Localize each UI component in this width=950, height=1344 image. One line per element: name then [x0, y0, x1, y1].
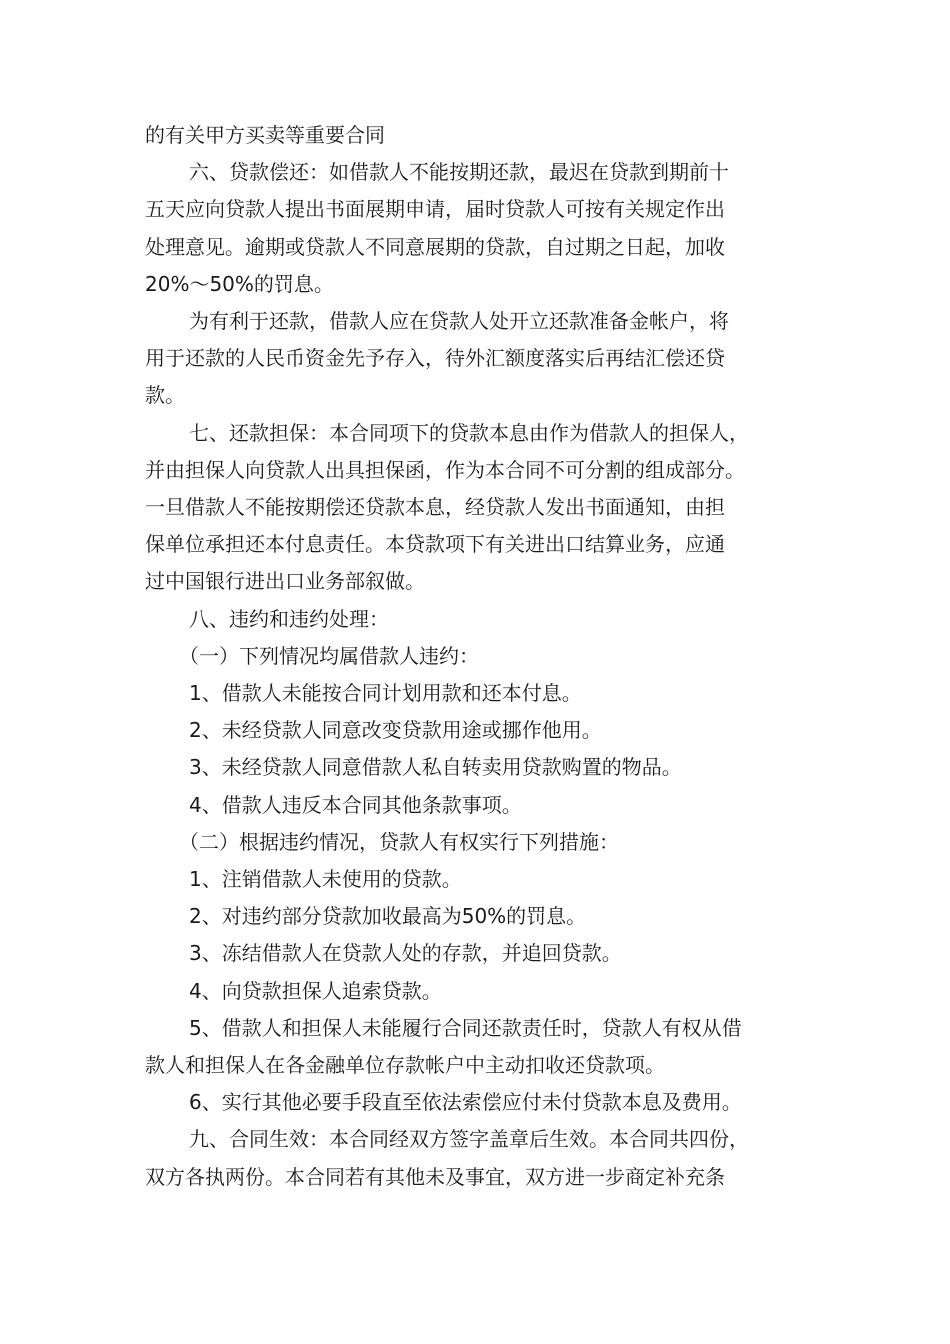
document-body [145, 117, 815, 1196]
text-line: 一旦借款人不能按期偿还贷款本息，经贷款人发出书面通知，由担 [145, 495, 725, 520]
text-line: 并由担保人向贷款人出具担保函，作为本合同不可分割的组成部分。 [145, 457, 745, 482]
clause-7-heading-line: 七、还款担保：本合同项下的贷款本息由作为借款人的担保人， [189, 420, 749, 445]
list-item: 4、借款人违反本合同其他条款事项。 [189, 792, 522, 817]
list-item: 5、借款人和担保人未能履行合同还款责任时，贷款人有权从借 [189, 1015, 742, 1040]
list-item: 1、注销借款人未使用的贷款。 [189, 867, 462, 892]
list-item: 2、对违约部分贷款加收最高为50%的罚息。 [189, 904, 587, 929]
clause-6-heading-line: 六、贷款偿还：如借款人不能按期还款，最迟在贷款到期前十 [189, 160, 729, 185]
text-line: 用于还款的人民币资金先予存入，待外汇额度落实后再结汇偿还贷 [145, 346, 725, 371]
clause-8-heading: 八、违约和违约处理： [189, 606, 389, 631]
list-item: 3、未经贷款人同意借款人私自转卖用贷款购置的物品。 [189, 755, 682, 780]
text-line: 款。 [145, 383, 185, 408]
list-item: 6、实行其他必要手段直至依法索偿应付未付贷款本息及费用。 [189, 1090, 742, 1115]
text-line: 20%～50%的罚息。 [145, 271, 334, 296]
list-item: 1、借款人未能按合同计划用款和还本付息。 [189, 681, 582, 706]
text-line: 处理意见。逾期或贷款人不同意展期的贷款，自过期之日起，加收 [145, 234, 725, 259]
paragraph-start-line: 为有利于还款，借款人应在贷款人处开立还款准备金帐户，将 [189, 309, 729, 334]
list-item: 4、向贷款担保人追索贷款。 [189, 978, 442, 1003]
clause-9-heading-line: 九、合同生效：本合同经双方签字盖章后生效。本合同共四份， [189, 1127, 749, 1152]
subsection-1-heading: （一）下列情况均属借款人违约： [179, 643, 479, 668]
list-item: 3、冻结借款人在贷款人处的存款，并追回贷款。 [189, 941, 622, 966]
subsection-2-heading: （二）根据违约情况，贷款人有权实行下列措施： [179, 829, 619, 854]
text-line: 款人和担保人在各金融单位存款帐户中主动扣收还贷款项。 [145, 1053, 665, 1078]
text-line: 保单位承担还本付息责任。本贷款项下有关进出口结算业务，应通 [145, 532, 725, 557]
text-line: 双方各执两份。本合同若有其他未及事宜，双方进一步商定补充条 [145, 1164, 725, 1189]
text-line: 五天应向贷款人提出书面展期申请，届时贷款人可按有关规定作出 [145, 197, 725, 222]
text-line: 的有关甲方买卖等重要合同 [145, 123, 385, 147]
text-line: 过中国银行进出口业务部叙做。 [145, 569, 425, 594]
list-item: 2、未经贷款人同意改变贷款用途或挪作他用。 [189, 718, 602, 743]
